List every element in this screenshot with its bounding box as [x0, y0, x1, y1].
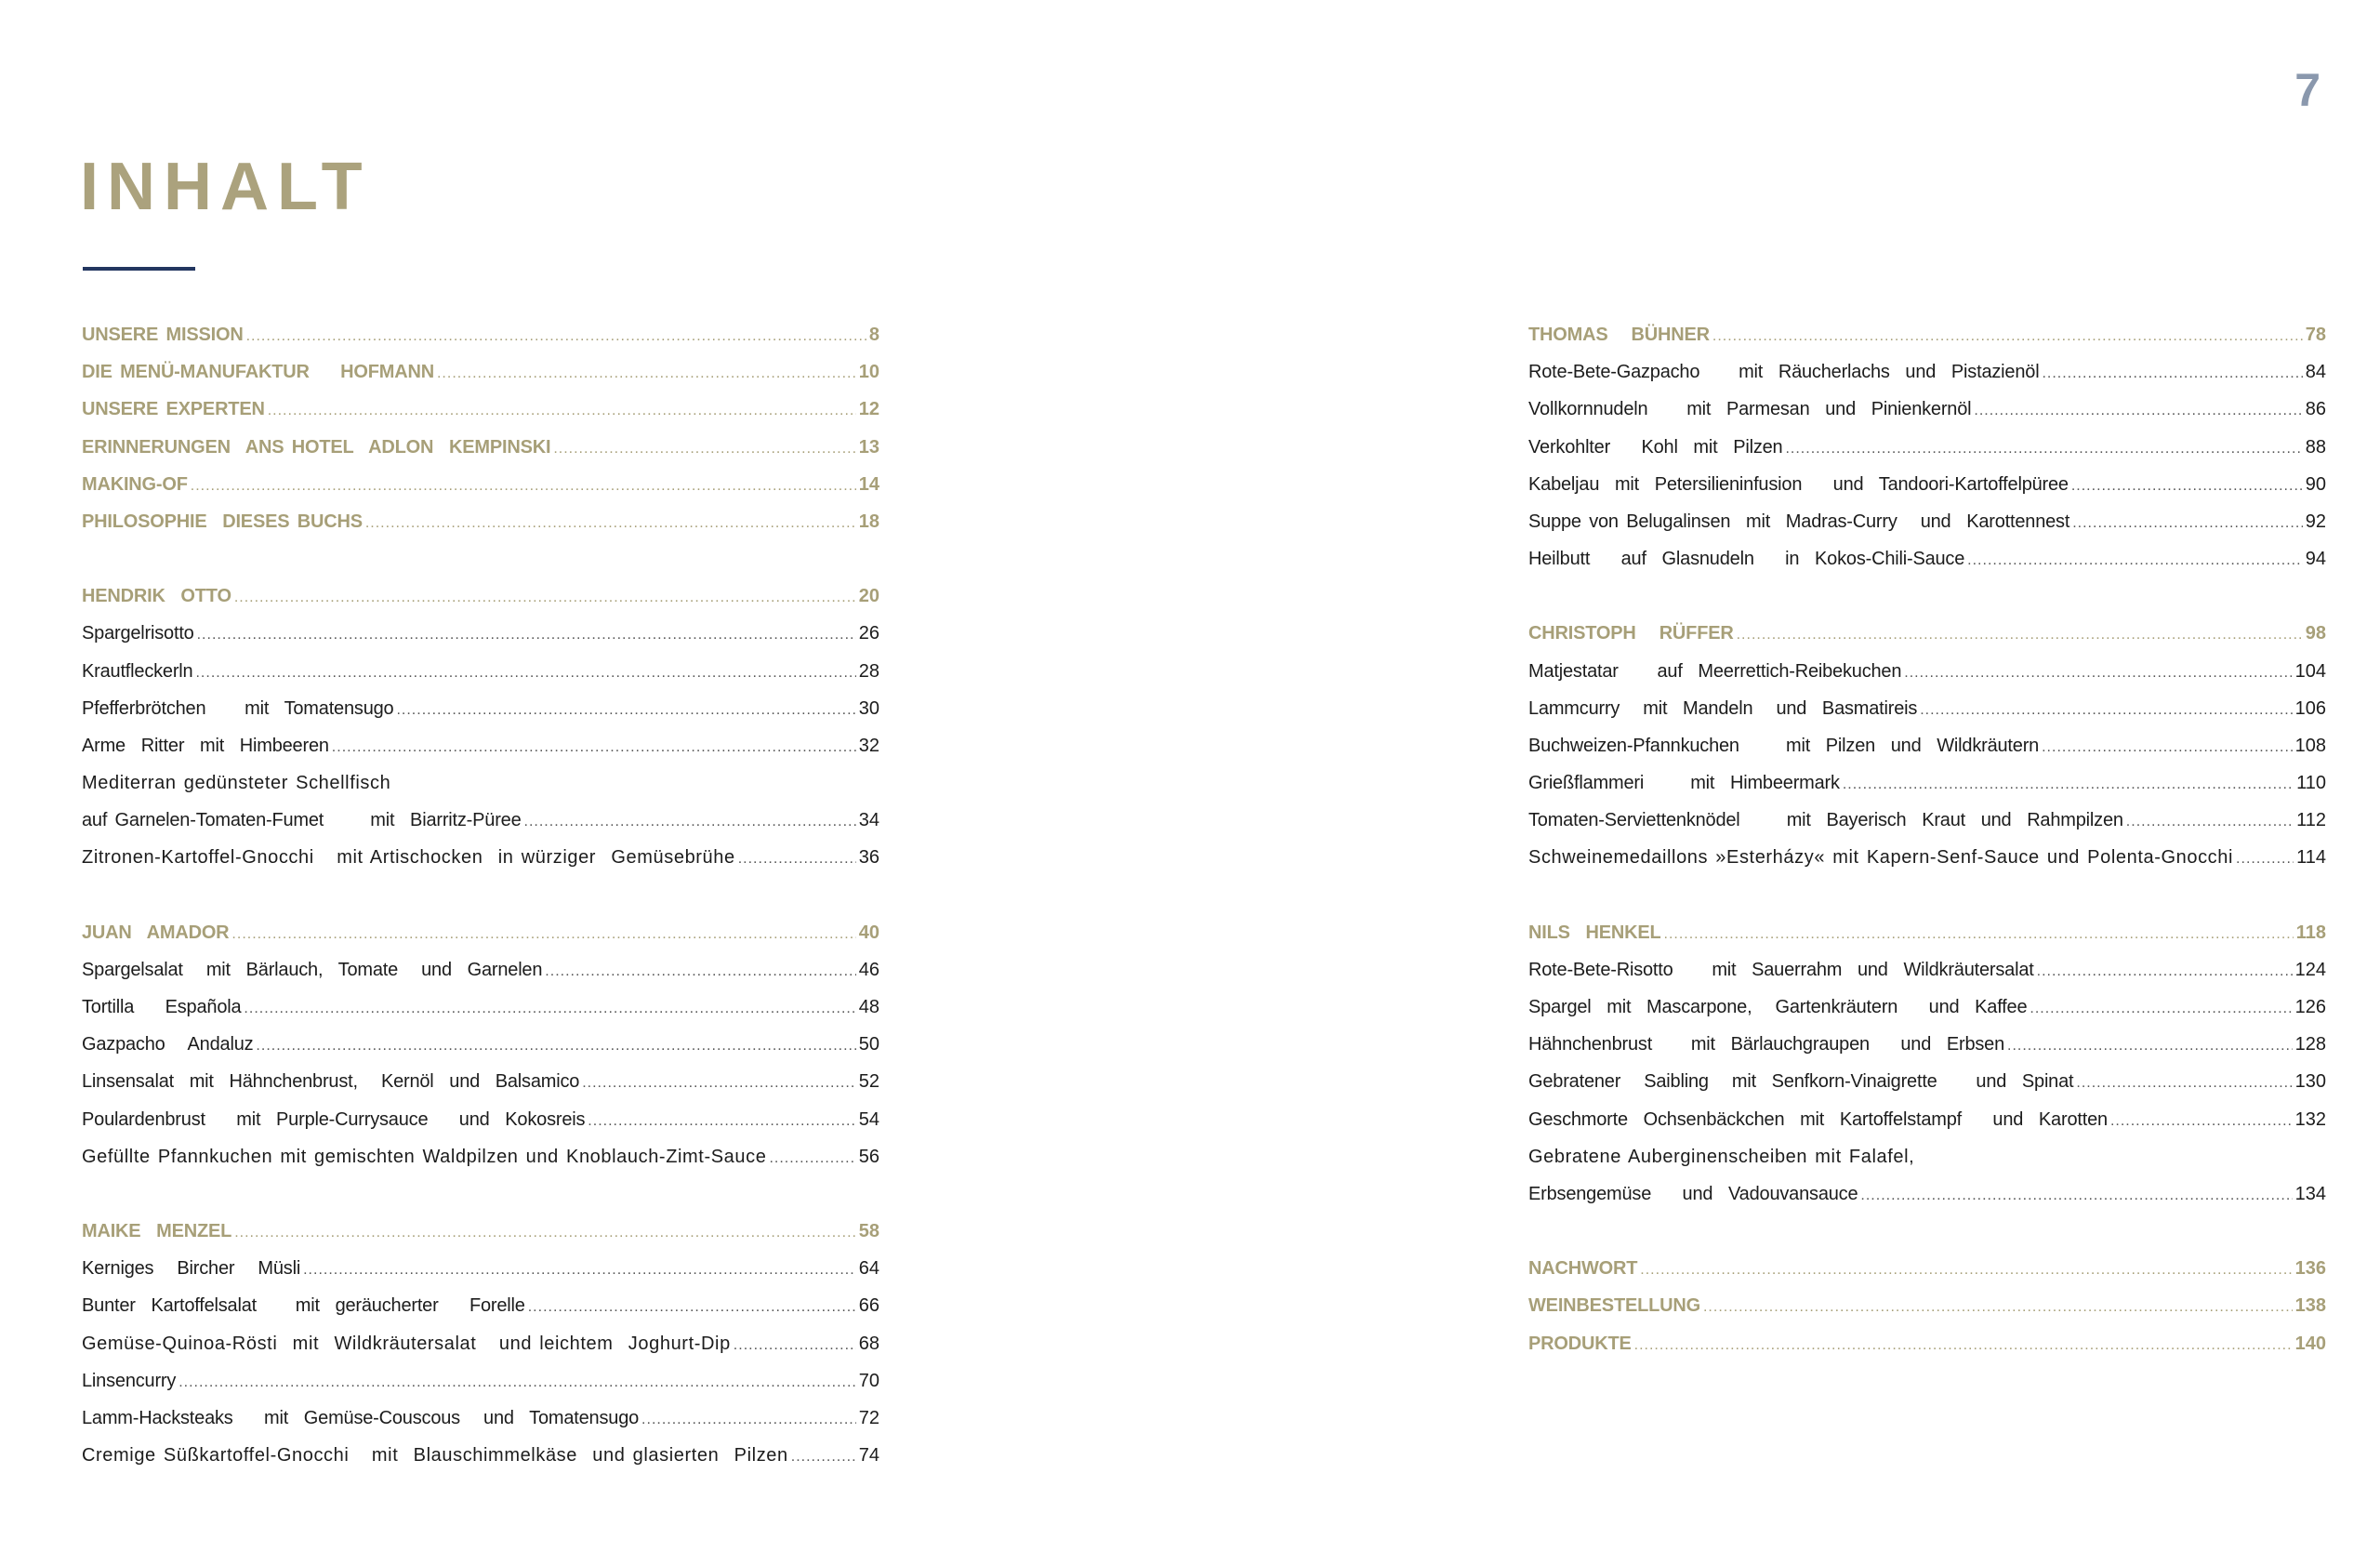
- toc-entry[interactable]: [1528, 727, 2326, 764]
- toc-page-number: 20: [858, 586, 879, 607]
- toc-page-number: 106: [2294, 697, 2326, 719]
- toc-entry-title: DIE MENÜ-MANUFAKTUR HOFMANN: [82, 362, 434, 383]
- dot-leader: [256, 1028, 855, 1065]
- toc-page-number: 134: [2294, 1183, 2326, 1204]
- toc-page-number: 54: [858, 1108, 879, 1130]
- toc-entry-title: auf Garnelen-Tomaten-Fumet mit Biarritz-Püree: [82, 810, 522, 831]
- dot-leader: [246, 318, 866, 355]
- toc-section-heading[interactable]: [1528, 316, 2326, 353]
- toc-page-number: 118: [2295, 922, 2326, 943]
- toc-page-number: 138: [2294, 1295, 2326, 1317]
- dot-leader: [2042, 729, 2293, 766]
- dot-leader: [1703, 1289, 2293, 1326]
- toc-entry[interactable]: [82, 1063, 879, 1100]
- toc-entry-title: Gefüllte Pfannkuchen mit gemischten Waldpilzen und Knoblauch-Zimt-Sauce: [82, 1146, 767, 1167]
- page-title: INHALT: [80, 150, 371, 224]
- toc-entry[interactable]: [1528, 653, 2326, 690]
- toc-entry-title: Rote-Bete-Gazpacho mit Räucherlachs und Pistazienöl: [1528, 362, 2040, 383]
- toc-page-number: 56: [858, 1146, 879, 1167]
- toc-entry[interactable]: [1528, 540, 2326, 577]
- toc-page-number: 46: [858, 959, 879, 980]
- dot-leader: [1967, 542, 2303, 579]
- toc-entry-title: Spargel mit Mascarpone, Gartenkräutern und Kaffee: [1528, 997, 2028, 1017]
- toc-entry[interactable]: [82, 1437, 879, 1474]
- toc-page-number: 90: [2305, 473, 2326, 495]
- toc-section-heading[interactable]: [1528, 1287, 2326, 1324]
- dot-leader: [738, 841, 856, 878]
- toc-entry[interactable]: [1528, 503, 2326, 540]
- toc-section-heading[interactable]: [82, 577, 879, 615]
- toc-page-number: 124: [2294, 959, 2326, 980]
- dot-leader: [2072, 505, 2303, 542]
- toc-entry-title: WEINBESTELLUNG: [1528, 1295, 1700, 1317]
- toc-page-number: 40: [858, 922, 879, 943]
- toc-section-heading[interactable]: [82, 316, 879, 353]
- dot-leader: [396, 692, 855, 729]
- toc-left-column: [82, 316, 879, 1511]
- toc-page-number: 8: [868, 325, 879, 345]
- toc-entry-title: Arme Ritter mit Himbeeren: [82, 735, 329, 756]
- toc-entry-title: Spargelrisotto: [82, 623, 194, 644]
- toc-section: [1528, 914, 2326, 1214]
- dot-leader: [234, 1214, 856, 1252]
- dot-leader: [769, 1140, 855, 1177]
- toc-entry-title: UNSERE EXPERTEN: [82, 399, 265, 420]
- toc-entry[interactable]: [1528, 1063, 2326, 1100]
- toc-entry[interactable]: [1528, 1138, 2326, 1175]
- dot-leader: [641, 1401, 856, 1439]
- toc-entry-title: Linsencurry: [82, 1370, 177, 1391]
- dot-leader: [197, 617, 856, 654]
- toc-entry-title: Vollkornnudeln mit Parmesan und Pinienkernöl: [1528, 399, 1972, 420]
- dot-leader: [365, 505, 856, 542]
- toc-page-number: 140: [2294, 1333, 2326, 1354]
- toc-page-number: 98: [2305, 623, 2326, 644]
- dot-leader: [1920, 692, 2292, 729]
- toc-section-heading[interactable]: [1528, 1250, 2326, 1287]
- toc-page-number: 18: [858, 511, 879, 532]
- toc-entry-title: Lamm-Hacksteaks mit Gemüse-Couscous und Tomatensugo: [82, 1407, 640, 1428]
- dot-leader: [1712, 318, 2303, 355]
- dot-leader: [545, 953, 855, 990]
- toc-section-heading[interactable]: [82, 914, 879, 951]
- dot-leader: [588, 1103, 855, 1140]
- dot-leader: [2236, 841, 2294, 878]
- toc-entry-title: Geschmorte Ochsenbäckchen mit Kartoffelstampf und Karotten: [1528, 1108, 2108, 1130]
- dot-leader: [1664, 916, 2294, 953]
- dot-leader: [1785, 431, 2302, 468]
- toc-entry-title: Tomaten-Serviettenknödel mit Bayerisch Kraut und Rahmpilzen: [1528, 810, 2123, 831]
- toc-entry[interactable]: [1528, 690, 2326, 727]
- toc-entry-title: Schweinemedaillons »Esterházy« mit Kapern-Senf-Sauce und Polenta-Gnocchi: [1528, 847, 2234, 869]
- toc-entry-title: Erbsengemüse und Vadouvansauce: [1528, 1183, 1858, 1204]
- toc-page-number: 112: [2296, 810, 2326, 831]
- dot-leader: [234, 579, 856, 617]
- toc-page-number: 68: [858, 1333, 879, 1354]
- toc-entry-title: PHILOSOPHIE DIESES BUCHS: [82, 511, 363, 532]
- toc-entry-title: Linsensalat mit Hähnchenbrust, Kernöl und Balsamico: [82, 1071, 580, 1093]
- toc-entry-title: Lammcurry mit Mandeln und Basmatireis: [1528, 697, 1918, 719]
- toc-entry[interactable]: [1528, 951, 2326, 989]
- toc-entry[interactable]: [82, 764, 879, 802]
- dot-leader: [2042, 355, 2302, 392]
- dot-leader: [437, 355, 856, 392]
- dot-leader: [582, 1065, 856, 1102]
- toc-entry-title: Rote-Bete-Risotto mit Sauerrahm und Wildkräutersalat: [1528, 959, 2034, 980]
- dot-leader: [195, 655, 855, 692]
- dot-leader: [268, 392, 856, 430]
- toc-page-number: 36: [858, 847, 879, 869]
- toc-entry-title: Spargelsalat mit Bärlauch, Tomate und Garnelen: [82, 959, 543, 980]
- toc-section: [82, 1213, 879, 1474]
- toc-section-heading[interactable]: [1528, 615, 2326, 652]
- toc-entry-title: JUAN AMADOR: [82, 922, 230, 943]
- dot-leader: [178, 1364, 856, 1401]
- toc-entry-title: Gemüse-Quinoa-Rösti mit Wildkräutersalat und leichtem Joghurt-Dip: [82, 1333, 731, 1354]
- toc-entry-title: Poulardenbrust mit Purple-Currysauce und Kokosreis: [82, 1108, 586, 1130]
- toc-entry-title: MAKING-OF: [82, 473, 188, 495]
- toc-entry[interactable]: [1528, 839, 2326, 876]
- toc-entry[interactable]: [82, 1138, 879, 1175]
- toc-entry-title: Grießflammeri mit Himbeermark: [1528, 773, 1840, 794]
- dot-leader: [2110, 1103, 2293, 1140]
- dot-leader: [1843, 766, 2294, 803]
- toc-page-number: 58: [858, 1220, 879, 1241]
- toc-entry-title: PRODUKTE: [1528, 1333, 1632, 1354]
- dot-leader: [528, 1289, 856, 1326]
- toc-section-heading[interactable]: [82, 503, 879, 540]
- toc-entry[interactable]: [1528, 466, 2326, 503]
- toc-entry-title: Matjestatar auf Meerrettich-Reibekuchen: [1528, 660, 1902, 682]
- toc-section-heading[interactable]: [1528, 914, 2326, 951]
- toc-entry[interactable]: [82, 690, 879, 727]
- toc-entry[interactable]: [1528, 1026, 2326, 1063]
- toc-entry[interactable]: [82, 615, 879, 652]
- toc-entry-title: MAIKE MENZEL: [82, 1220, 232, 1241]
- toc-page-number: 104: [2294, 660, 2326, 682]
- toc-entry[interactable]: [1528, 764, 2326, 802]
- dot-leader: [524, 803, 856, 841]
- toc-entry-title: NILS HENKEL: [1528, 922, 1661, 943]
- toc-page-number: 34: [858, 810, 879, 831]
- page-number: 7: [2294, 64, 2320, 116]
- dot-leader: [1974, 392, 2302, 430]
- toc-page-number: 48: [858, 997, 879, 1017]
- toc-entry-title: THOMAS BÜHNER: [1528, 325, 1710, 345]
- toc-page-number: 50: [858, 1034, 879, 1055]
- toc-entry[interactable]: [82, 839, 879, 876]
- toc-entry[interactable]: [1528, 391, 2326, 428]
- dot-leader: [1904, 655, 2292, 692]
- toc-section: [1528, 615, 2326, 876]
- toc-page-number: 128: [2294, 1034, 2326, 1055]
- toc-page-number: 94: [2305, 549, 2326, 570]
- dot-leader: [2076, 1065, 2292, 1102]
- dot-leader: [244, 990, 855, 1028]
- toc-entry[interactable]: [82, 989, 879, 1026]
- dot-leader: [2037, 953, 2293, 990]
- toc-section-heading[interactable]: [1528, 1325, 2326, 1362]
- toc-section-heading[interactable]: [82, 391, 879, 428]
- toc-page-number: 132: [2294, 1108, 2326, 1130]
- toc-section: [1528, 316, 2326, 577]
- toc-entry-title: CHRISTOPH RÜFFER: [1528, 623, 1734, 644]
- dot-leader: [2071, 468, 2303, 505]
- dot-leader: [2030, 990, 2292, 1028]
- toc-entry-title: Verkohlter Kohl mit Pilzen: [1528, 436, 1783, 458]
- toc-page-number: 126: [2294, 997, 2326, 1017]
- toc-page-number: 52: [858, 1071, 879, 1093]
- title-underline: [83, 267, 195, 271]
- toc-entry[interactable]: [82, 653, 879, 690]
- toc-entry[interactable]: [1528, 802, 2326, 839]
- toc-page-number: 66: [858, 1295, 879, 1317]
- toc-page-number: 88: [2305, 436, 2326, 458]
- toc-entry-title: Suppe von Belugalinsen mit Madras-Curry und Karottennest: [1528, 511, 2070, 532]
- dot-leader: [191, 468, 856, 505]
- toc-entry-title: Heilbutt auf Glasnudeln in Kokos-Chili-Sauce: [1528, 549, 1965, 570]
- toc-entry-title: Bunter Kartoffelsalat mit geräucherter Forelle: [82, 1295, 525, 1317]
- toc-section-heading[interactable]: [82, 353, 879, 391]
- toc-page-number: 78: [2305, 325, 2326, 345]
- toc-entry[interactable]: [82, 951, 879, 989]
- dot-leader: [332, 729, 856, 766]
- toc-section-heading[interactable]: [82, 466, 879, 503]
- dot-leader: [1634, 1327, 2293, 1364]
- dot-leader: [553, 431, 855, 468]
- toc-section: [82, 316, 879, 540]
- toc-entry-title: NACHWORT: [1528, 1258, 1638, 1280]
- toc-entry-title: Kerniges Bircher Müsli: [82, 1258, 301, 1280]
- toc-entry[interactable]: [82, 1362, 879, 1400]
- toc-entry[interactable]: [1528, 1101, 2326, 1138]
- toc-section-heading[interactable]: [82, 1213, 879, 1250]
- toc-page-number: 108: [2294, 735, 2326, 756]
- toc-page-number: 72: [858, 1407, 879, 1428]
- toc-page-number: 64: [858, 1258, 879, 1280]
- toc-section: [82, 914, 879, 1175]
- toc-entry[interactable]: [82, 1325, 879, 1362]
- toc-entry-title: Hähnchenbrust mit Bärlauchgraupen und Erbsen: [1528, 1034, 2005, 1055]
- dot-leader: [1640, 1252, 2292, 1289]
- dot-leader: [1737, 617, 2303, 654]
- toc-entry[interactable]: [82, 1400, 879, 1437]
- toc-page-number: 13: [858, 436, 879, 458]
- dot-leader: [231, 916, 855, 953]
- toc-entry-title: Gebratener Saibling mit Senfkorn-Vinaigrette und Spinat: [1528, 1071, 2074, 1093]
- toc-page-number: 114: [2296, 847, 2326, 869]
- toc-entry-title: Mediterran gedünsteter Schellfisch: [82, 773, 391, 794]
- toc-entry-title: Kabeljau mit Petersilieninfusion und Tandoori-Kartoffelpüree: [1528, 473, 2069, 495]
- toc-entry[interactable]: [82, 1287, 879, 1324]
- toc-entry-title: Gazpacho Andaluz: [82, 1034, 254, 1055]
- toc-section-heading[interactable]: [82, 429, 879, 466]
- toc-entry-title: Zitronen-Kartoffel-Gnocchi mit Artischocken in würziger Gemüsebrühe: [82, 847, 735, 869]
- toc-entry-title: Krautfleckerln: [82, 660, 193, 682]
- toc-entry[interactable]: [1528, 353, 2326, 391]
- toc-right-column: [1528, 316, 2326, 1400]
- toc-entry[interactable]: [82, 1250, 879, 1287]
- toc-entry[interactable]: [1528, 429, 2326, 466]
- toc-entry[interactable]: [82, 1026, 879, 1063]
- toc-entry[interactable]: [82, 1101, 879, 1138]
- toc-page-number: 14: [858, 473, 879, 495]
- toc-entry-title: HENDRIK OTTO: [82, 586, 231, 607]
- toc-page-number: 86: [2305, 399, 2326, 420]
- toc-section: [82, 577, 879, 877]
- toc-page-number: 136: [2294, 1258, 2326, 1280]
- toc-section: [1528, 1250, 2326, 1362]
- toc-entry-title: Buchweizen-Pfannkuchen mit Pilzen und Wildkräutern: [1528, 735, 2040, 756]
- toc-entry[interactable]: [82, 727, 879, 764]
- toc-page-number: 12: [858, 399, 879, 420]
- toc-entry-title: ERINNERUNGEN ANS HOTEL ADLON KEMPINSKI: [82, 436, 551, 458]
- toc-page-number: 28: [858, 660, 879, 682]
- dot-leader: [791, 1439, 856, 1476]
- toc-page-number: 74: [858, 1445, 879, 1466]
- toc-entry-title: Pfefferbrötchen mit Tomatensugo: [82, 697, 394, 719]
- dot-leader: [1860, 1177, 2292, 1214]
- toc-page-number: 30: [858, 697, 879, 719]
- toc-page-number: 84: [2305, 362, 2326, 383]
- toc-page-number: 10: [858, 362, 879, 383]
- toc-entry-title: UNSERE MISSION: [82, 325, 244, 345]
- dot-leader: [303, 1252, 856, 1289]
- toc-page-number: 110: [2296, 773, 2326, 794]
- dot-leader: [2126, 803, 2294, 841]
- toc-entry[interactable]: [1528, 1175, 2326, 1213]
- toc-page-number: 70: [858, 1370, 879, 1391]
- toc-page-number: 92: [2305, 511, 2326, 532]
- dot-leader: [2007, 1028, 2293, 1065]
- toc-page-number: 32: [858, 735, 879, 756]
- toc-page-number: 130: [2294, 1071, 2326, 1093]
- dot-leader: [734, 1327, 856, 1364]
- toc-entry[interactable]: [1528, 989, 2326, 1026]
- toc-page-number: 26: [858, 623, 879, 644]
- toc-entry[interactable]: [82, 802, 879, 839]
- toc-entry-title: Cremige Süßkartoffel-Gnocchi mit Blauschimmelkäse und glasierten Pilzen: [82, 1445, 788, 1466]
- toc-entry-title: Gebratene Auberginenscheiben mit Falafel,: [1528, 1146, 1915, 1167]
- toc-entry-title: Tortilla Española: [82, 997, 242, 1017]
